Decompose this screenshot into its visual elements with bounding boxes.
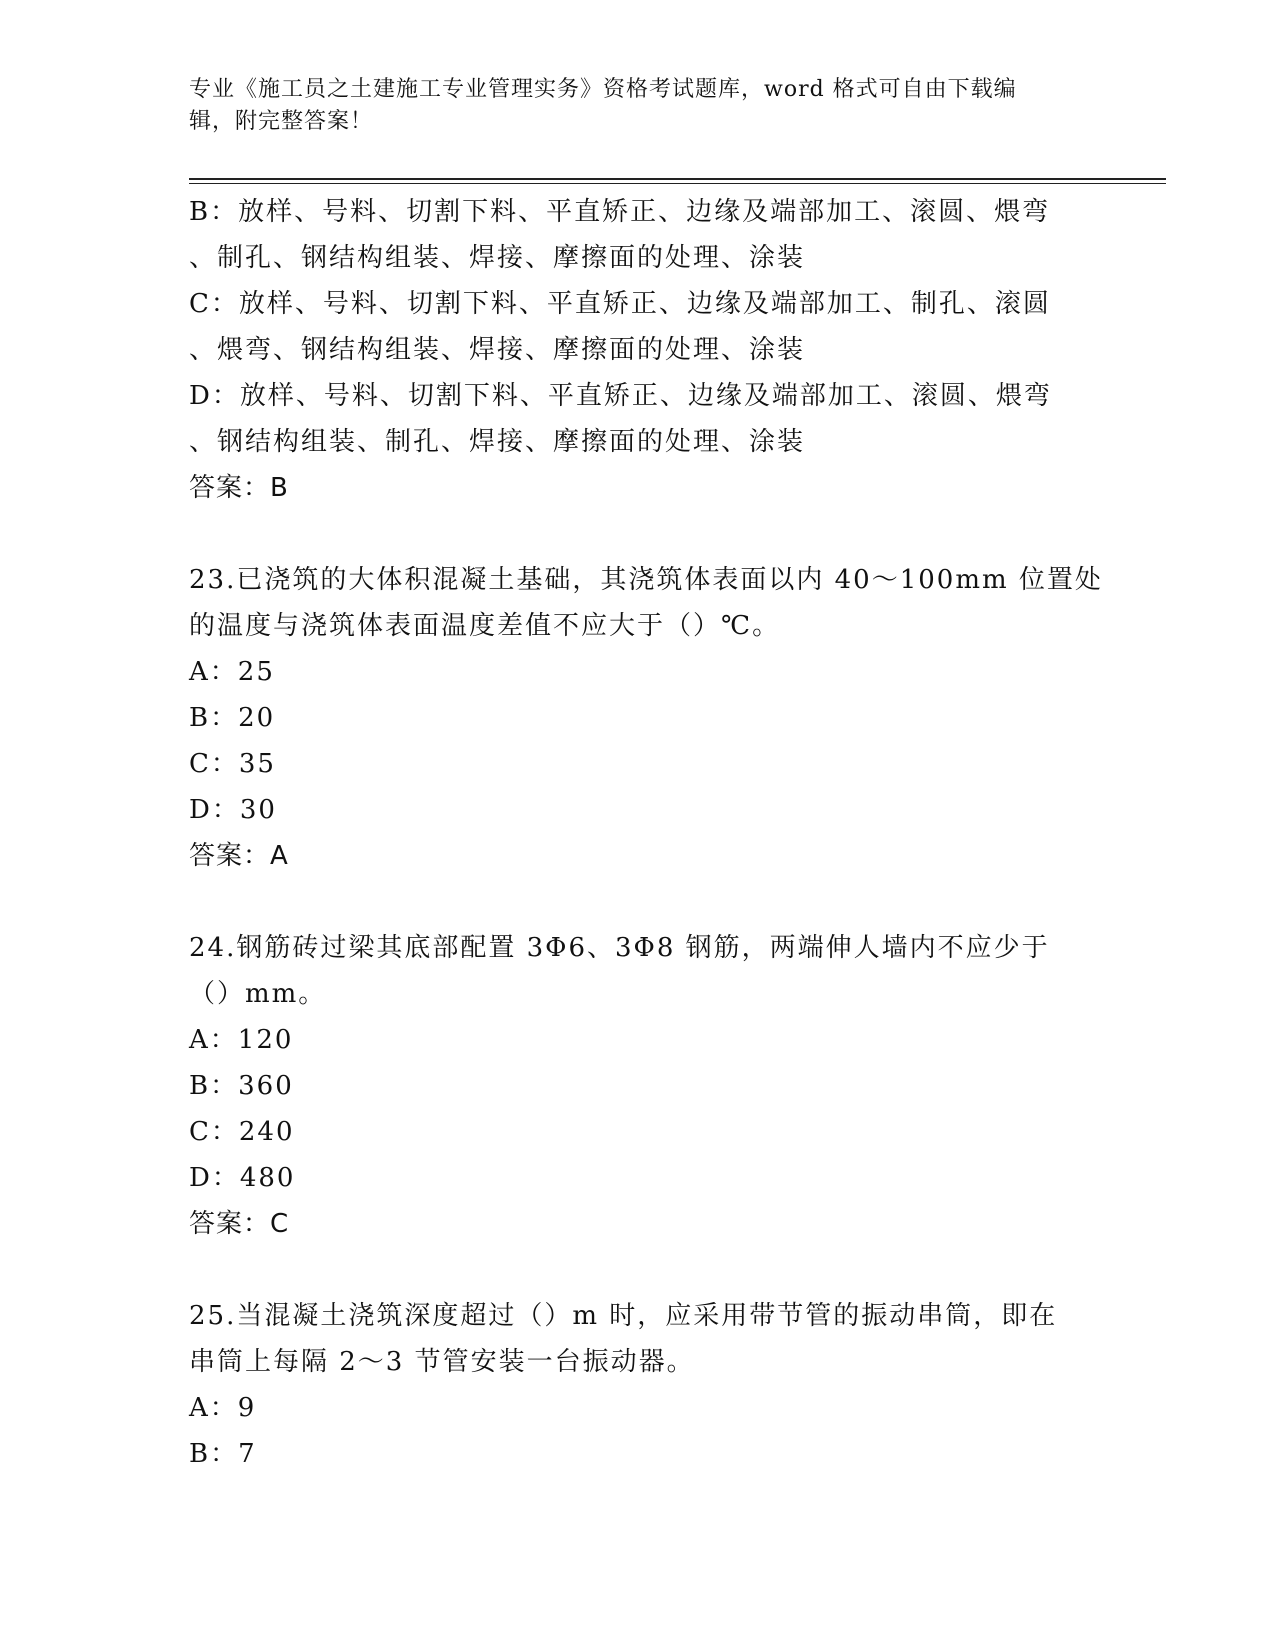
option-b-line-1: B：放样、号料、切割下料、平直矫正、边缘及端部加工、滚圆、煨弯	[189, 197, 1051, 227]
header-line-2: 辑，附完整答案！	[189, 109, 374, 134]
document-header	[189, 74, 1079, 138]
option-d: D：480	[189, 1163, 296, 1193]
answer-label: 答案：B	[189, 473, 289, 503]
option-a: A：25	[189, 657, 275, 687]
spacer	[189, 879, 1089, 925]
question-stem-line-2: （）mm。	[189, 979, 327, 1009]
option-c-line-1: C：放样、号料、切割下料、平直矫正、边缘及端部加工、制孔、滚圆	[189, 289, 1051, 319]
question-25	[189, 1293, 1089, 1477]
option-c: C：35	[189, 749, 276, 779]
option-b: B：360	[189, 1071, 294, 1101]
question-stem-line-1: 25.当混凝土浇筑深度超过（）m 时，应采用带节管的振动串筒，即在	[189, 1301, 1058, 1331]
question-stem-line-1: 23.已浇筑的大体积混凝土基础，其浇筑体表面以内 40～100mm 位置处	[189, 565, 1103, 595]
question-stem-line-2: 的温度与浇筑体表面温度差值不应大于（）℃。	[189, 611, 781, 641]
option-d: D：30	[189, 795, 277, 825]
option-b-line-2: 、制孔、钢结构组装、焊接、摩擦面的处理、涂装	[189, 243, 806, 273]
option-d-line-2: 、钢结构组装、制孔、焊接、摩擦面的处理、涂装	[189, 427, 806, 457]
option-c-line-2: 、煨弯、钢结构组装、焊接、摩擦面的处理、涂装	[189, 335, 806, 365]
question-23	[189, 557, 1103, 879]
spacer	[189, 511, 1089, 557]
question-22-tail	[189, 189, 1089, 511]
option-b: B：7	[189, 1439, 257, 1469]
answer-label: 答案：C	[189, 1209, 290, 1239]
option-a: A：9	[189, 1393, 257, 1423]
question-list	[189, 189, 1103, 1477]
question-stem-line-1: 24.钢筋砖过梁其底部配置 3Φ6、3Φ8 钢筋，两端伸人墙内不应少于	[189, 933, 1050, 963]
question-24	[189, 925, 1089, 1247]
spacer	[189, 1247, 1089, 1293]
option-d-line-1: D：放样、号料、切割下料、平直矫正、边缘及端部加工、滚圆、煨弯	[189, 381, 1052, 411]
option-c: C：240	[189, 1117, 295, 1147]
question-stem-line-2: 串筒上每隔 2～3 节管安装一台振动器。	[189, 1347, 695, 1377]
answer-label: 答案：A	[189, 841, 289, 871]
option-a: A：120	[189, 1025, 294, 1055]
header-divider-thin	[189, 183, 1166, 184]
header-line-1: 专业《施工员之土建施工专业管理实务》资格考试题库，word 格式可自由下载编	[189, 77, 1017, 102]
option-b: B：20	[189, 703, 276, 733]
header-divider-thick	[189, 178, 1166, 180]
